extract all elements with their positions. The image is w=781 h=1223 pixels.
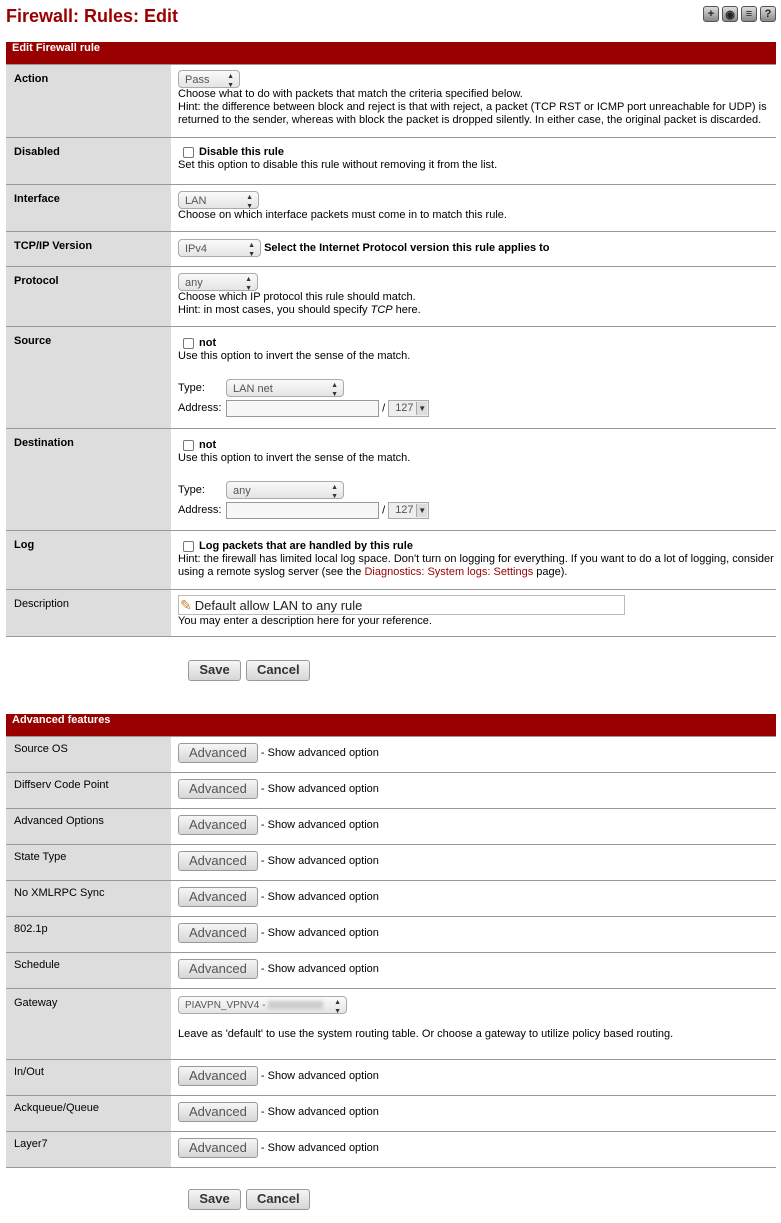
action-hint: Hint: the difference between block and reject is that with reject, a packet (TCP RST or ICMP port unreachable for UDP) is returned to the sender, whereas with block the packet is dropped silently. In either case, the original packet is discarded.: [178, 101, 767, 126]
updown-icon: ▲ ▼: [245, 276, 252, 292]
advanced-button-no-xmlrpc-sync[interactable]: Advanced: [178, 887, 258, 907]
action-select[interactable]: Pass ▲ ▼: [178, 70, 240, 88]
advanced-row-layer7: [6, 1132, 776, 1168]
advanced-row-in-out: [6, 1060, 776, 1096]
updown-icon: ▲ ▼: [331, 484, 338, 500]
advanced-row-label: Advanced Options: [6, 809, 171, 845]
updown-icon: ▲ ▼: [246, 194, 253, 210]
log-icon[interactable]: ≡: [741, 6, 757, 22]
destination-address-label: Address:: [178, 504, 222, 517]
advanced-button-schedule[interactable]: Advanced: [178, 959, 258, 979]
help-icon[interactable]: ?: [760, 6, 776, 22]
updown-icon: ▲ ▼: [248, 242, 255, 258]
interface-help: Choose on which interface packets must come in to match this rule.: [178, 209, 507, 221]
advanced-button-advanced-options[interactable]: Advanced: [178, 815, 258, 835]
destination-not-checkbox[interactable]: [183, 440, 194, 451]
advanced-option-text: - Show advanced option: [260, 746, 379, 759]
advanced-row-diffserv-code-point: [6, 773, 776, 809]
gateway-select[interactable]: PIAVPN_VPNV4 - ▲ ▼: [178, 996, 347, 1014]
disabled-label: Disabled: [6, 138, 171, 185]
disabled-checkbox-label: Disable this rule: [199, 146, 284, 158]
disabled-checkbox[interactable]: [183, 147, 194, 158]
section-title: Edit Firewall rule: [6, 42, 776, 65]
source-type-select[interactable]: LAN net ▲ ▼: [226, 379, 344, 397]
ipversion-help: Select the Internet Protocol version this rule applies to: [264, 241, 550, 254]
protocol-help: Choose which IP protocol this rule should match.: [178, 291, 416, 303]
advanced-row-802-1p: [6, 917, 776, 953]
advanced-option-text: - Show advanced option: [260, 782, 379, 795]
settings-icon[interactable]: ◉: [722, 6, 738, 22]
disabled-help: Set this option to disable this rule without removing it from the list.: [178, 159, 498, 171]
source-not-label: not: [199, 337, 217, 349]
syslog-settings-link[interactable]: Diagnostics: System logs: Settings: [364, 566, 534, 578]
action-help: Choose what to do with packets that match the criteria specified below.: [178, 88, 523, 100]
advanced-row-state-type: [6, 845, 776, 881]
protocol-select[interactable]: any ▲ ▼: [178, 273, 258, 291]
source-address-input[interactable]: [226, 400, 379, 417]
advanced-section-title: Advanced features: [6, 714, 776, 737]
source-not-checkbox[interactable]: [183, 338, 194, 349]
log-checkbox[interactable]: [183, 541, 194, 552]
source-mask-select[interactable]: 127 ▼: [388, 400, 429, 417]
destination-label: Destination: [6, 429, 171, 531]
log-help: Hint: the firewall has limited local log space. Don't turn on logging for everything. If you want to do a lot of logging, consider using a remote syslog server (see the Diagnostics: System logs: Settings page).: [178, 553, 774, 578]
action-label: Action: [6, 65, 171, 138]
log-checkbox-label: Log packets that are handled by this rule: [199, 540, 413, 552]
advanced-row-no-xmlrpc-sync: [6, 881, 776, 917]
advanced-option-text: - Show advanced option: [260, 926, 379, 939]
destination-type-label: Type:: [178, 483, 205, 496]
protocol-label: Protocol: [6, 267, 171, 327]
redacted-text: [268, 1001, 323, 1009]
advanced-row-label: No XMLRPC Sync: [6, 881, 171, 917]
save-button-bottom[interactable]: Save: [188, 1189, 241, 1210]
advanced-button-state-type[interactable]: Advanced: [178, 851, 258, 871]
ipversion-label: TCP/IP Version: [6, 232, 171, 267]
gateway-label: Gateway: [6, 989, 171, 1060]
header-icons: [703, 6, 776, 22]
destination-help: Use this option to invert the sense of the match.: [178, 452, 411, 464]
description-help: You may enter a description here for your reference.: [178, 615, 432, 627]
advanced-row-label: Schedule: [6, 953, 171, 989]
source-type-label: Type:: [178, 381, 205, 394]
cancel-button[interactable]: Cancel: [246, 660, 310, 681]
advanced-row-label: Layer7: [6, 1132, 171, 1168]
advanced-row-label: Source OS: [6, 737, 171, 773]
destination-address-input[interactable]: [226, 502, 379, 519]
advanced-row-advanced-options: [6, 809, 776, 845]
gateway-help: Leave as 'default' to use the system routing table. Or choose a gateway to utilize policy based routing.: [178, 1028, 674, 1040]
updown-icon: ▲ ▼: [331, 382, 338, 398]
log-label: Log: [6, 531, 171, 590]
advanced-row-label: 802.1p: [6, 917, 171, 953]
ipversion-select[interactable]: IPv4 ▲ ▼: [178, 239, 261, 257]
edit-rule-table: [6, 42, 776, 637]
description-label: Description: [6, 590, 171, 637]
advanced-button-ackqueue-queue[interactable]: Advanced: [178, 1102, 258, 1122]
advanced-option-text: - Show advanced option: [260, 1105, 379, 1118]
source-help: Use this option to invert the sense of the match.: [178, 350, 411, 362]
advanced-button-802-1p[interactable]: Advanced: [178, 923, 258, 943]
save-button[interactable]: Save: [188, 660, 241, 681]
add-icon[interactable]: +: [703, 6, 719, 22]
advanced-button-diffserv-code-point[interactable]: Advanced: [178, 779, 258, 799]
destination-not-label: not: [199, 439, 217, 451]
advanced-option-text: - Show advanced option: [260, 1141, 379, 1154]
advanced-row-label: State Type: [6, 845, 171, 881]
destination-slash: /: [382, 504, 386, 517]
cancel-button-bottom[interactable]: Cancel: [246, 1189, 310, 1210]
source-address-label: Address:: [178, 402, 222, 415]
page-title: Firewall: Rules: Edit: [6, 6, 179, 26]
advanced-row-label: Diffserv Code Point: [6, 773, 171, 809]
chevron-down-icon: ▼: [416, 504, 427, 517]
chevron-down-icon: ▼: [416, 402, 427, 415]
pencil-icon: ✎: [180, 597, 192, 613]
updown-icon: ▲ ▼: [227, 73, 234, 89]
advanced-row-source-os: [6, 737, 776, 773]
source-slash: /: [382, 402, 386, 415]
interface-label: Interface: [6, 185, 171, 232]
advanced-option-text: - Show advanced option: [260, 854, 379, 867]
advanced-option-text: - Show advanced option: [260, 818, 379, 831]
advanced-table: [6, 714, 776, 1168]
updown-icon: ▲ ▼: [334, 999, 341, 1015]
advanced-button-source-os[interactable]: Advanced: [178, 743, 258, 763]
destination-type-select[interactable]: any ▲ ▼: [226, 481, 344, 499]
advanced-button-layer7[interactable]: Advanced: [178, 1138, 258, 1158]
advanced-row-schedule: [6, 953, 776, 989]
source-label: Source: [6, 327, 171, 429]
description-input[interactable]: ✎ Default allow LAN to any rule: [178, 595, 625, 615]
interface-select[interactable]: LAN ▲ ▼: [178, 191, 259, 209]
advanced-option-text: - Show advanced option: [260, 962, 379, 975]
advanced-row-label: In/Out: [6, 1060, 171, 1096]
destination-mask-select[interactable]: 127 ▼: [388, 502, 429, 519]
advanced-row-label: Ackqueue/Queue: [6, 1096, 171, 1132]
advanced-button-in-out[interactable]: Advanced: [178, 1066, 258, 1086]
protocol-hint: Hint: in most cases, you should specify TCP here.: [178, 304, 421, 316]
advanced-option-text: - Show advanced option: [260, 890, 379, 903]
advanced-option-text: - Show advanced option: [260, 1069, 379, 1082]
advanced-row-ackqueue-queue: [6, 1096, 776, 1132]
